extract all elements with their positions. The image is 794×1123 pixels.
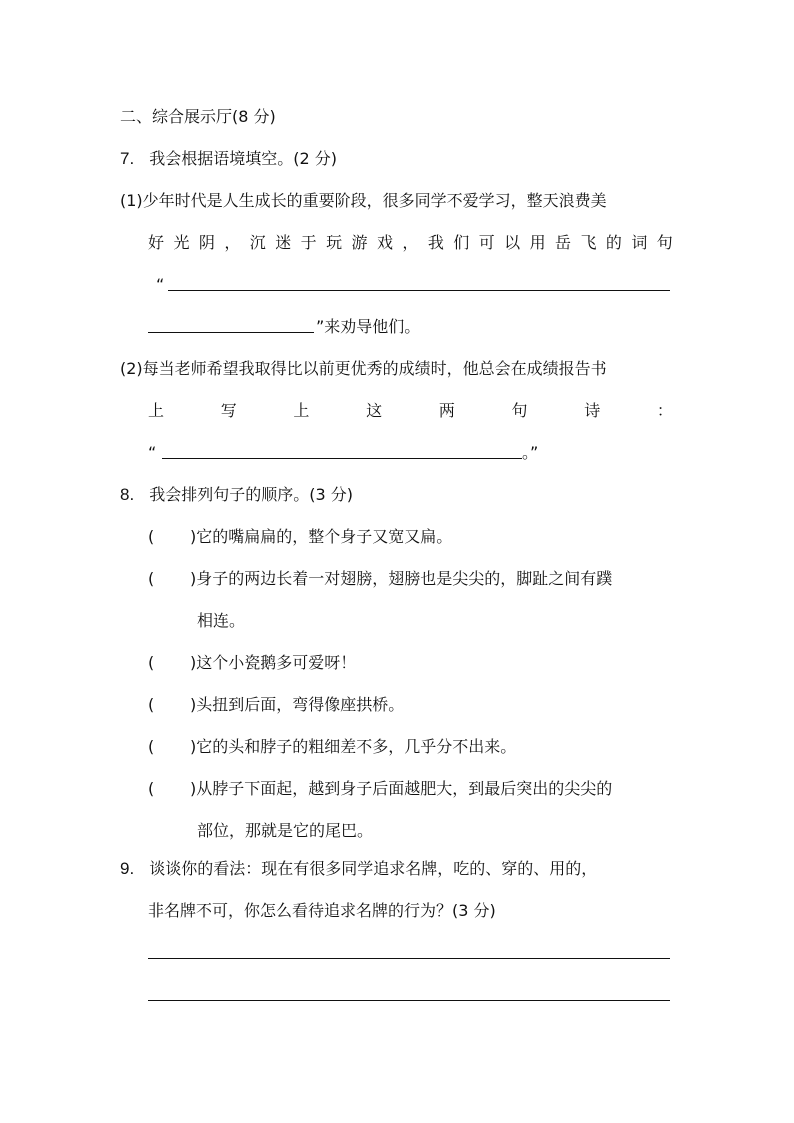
q9-answer-line-2[interactable] <box>148 1000 670 1001</box>
q8-heading <box>120 484 353 506</box>
q9-number: 9. <box>120 859 135 878</box>
q8-item-text: )它的头和脖子的粗细差不多，几乎分不出来。 <box>190 737 517 756</box>
q7-p2-line2-char: ： <box>656 401 673 420</box>
q7-p1-line4-tail: ”来劝导他们。 <box>316 317 421 336</box>
q8-item-text-cont: 部位，那就是它的尾巴。 <box>197 821 374 840</box>
q7-p1-line2 <box>148 232 673 254</box>
q7-p1-blank-1[interactable] <box>168 290 670 291</box>
q8-item-text: )它的嘴扁扁的，整个身子又宽又扁。 <box>190 527 453 546</box>
q7-p2-line2-char: 这 <box>366 401 383 420</box>
q7-p2-line3-open <box>148 442 156 464</box>
open-quote: “ <box>156 275 165 294</box>
q7-p1-line2-char: 于 <box>300 233 317 252</box>
q9-text-line2: 非名牌不可，你怎么看待追求名牌的行为？(3 分) <box>148 901 496 920</box>
q7-p1-line2-char: 用 <box>529 233 546 252</box>
open-quote-2: “ <box>148 443 157 462</box>
q7-p1-line2-char: 我 <box>427 233 444 252</box>
q7-p1-line2-char: 迷 <box>275 233 292 252</box>
q7-p2-line2 <box>148 400 673 422</box>
q9-line1 <box>120 858 597 880</box>
q9-text-line1: 谈谈你的看法：现在有很多同学追求名牌，吃的、穿的、用的， <box>149 859 598 878</box>
q7-p2-line2-char: 上 <box>293 401 310 420</box>
q7-p1-blank-2[interactable] <box>148 332 314 333</box>
q8-item-answer-paren[interactable]: ( <box>148 653 155 672</box>
q8-item-answer-paren[interactable]: ( <box>148 527 155 546</box>
q7-p1-line2-char: 的 <box>605 233 622 252</box>
q8-item-answer-paren[interactable]: ( <box>148 779 155 798</box>
section-title: 二、综合展示厅(8 分) <box>120 107 276 126</box>
q8-item-text: )头扭到后面，弯得像座拱桥。 <box>190 695 405 714</box>
q7-title: 我会根据语境填空。(2 分) <box>149 149 338 168</box>
q7-p2-blank[interactable] <box>162 458 522 459</box>
q7-p1-line2-char: 飞 <box>580 233 597 252</box>
q9-answer-line-1[interactable] <box>148 958 670 959</box>
q7-p1-line3 <box>156 274 164 296</box>
q7-p1-line2-char: 词 <box>631 233 648 252</box>
q7-p1-line2-char: 光 <box>173 233 190 252</box>
q8-number: 8. <box>120 485 135 504</box>
q7-number: 7. <box>120 149 135 168</box>
q7-p1-line2-char: 玩 <box>326 233 343 252</box>
q7-p2-line3-tail: 。” <box>522 443 539 462</box>
q7-p1-line2-char: 戏 <box>376 233 393 252</box>
q7-p1-line1: (1)少年时代是人生成长的重要阶段，很多同学不爱学习，整天浪费美 <box>120 191 607 210</box>
q7-p2-line2-char: 两 <box>438 401 455 420</box>
q8-title: 我会排列句子的顺序。(3 分) <box>149 485 354 504</box>
q8-item-answer-paren[interactable]: ( <box>148 569 155 588</box>
q7-p1-line2-char: 以 <box>504 233 521 252</box>
q8-item-text: )这个小瓷鹅多可爱呀！ <box>190 653 357 672</box>
q7-p1-line2-char: 沉 <box>249 233 266 252</box>
q7-p1-line2-char: 可 <box>478 233 495 252</box>
q7-p1-line2-char: 游 <box>351 233 368 252</box>
q8-item-text: )从脖子下面起，越到身子后面越肥大，到最后突出的尖尖的 <box>190 779 613 798</box>
q7-p2-line1: (2)每当老师希望我取得比以前更优秀的成绩时，他总会在成绩报告书 <box>120 359 607 378</box>
q7-p2-line2-char: 上 <box>148 401 165 420</box>
q7-p1-line2-char: 句 <box>656 233 673 252</box>
q7-p2-line2-char: 写 <box>220 401 237 420</box>
q8-item-text-cont: 相连。 <box>197 611 246 630</box>
q7-p2-line2-char: 诗 <box>584 401 601 420</box>
q7-p1-line2-char: 们 <box>453 233 470 252</box>
q7-heading <box>120 148 337 170</box>
q7-p1-line2-char: ， <box>402 233 419 252</box>
q8-item-answer-paren[interactable]: ( <box>148 737 155 756</box>
q7-p1-line2-char: 好 <box>148 233 165 252</box>
q7-p1-line2-char: 岳 <box>555 233 572 252</box>
q8-item-text: )身子的两边长着一对翅膀，翅膀也是尖尖的，脚趾之间有蹼 <box>190 569 613 588</box>
q7-p1-line2-char: 阴 <box>198 233 215 252</box>
q8-item-answer-paren[interactable]: ( <box>148 695 155 714</box>
q7-p2-line2-char: 句 <box>511 401 528 420</box>
q7-p1-line2-char: ， <box>224 233 241 252</box>
